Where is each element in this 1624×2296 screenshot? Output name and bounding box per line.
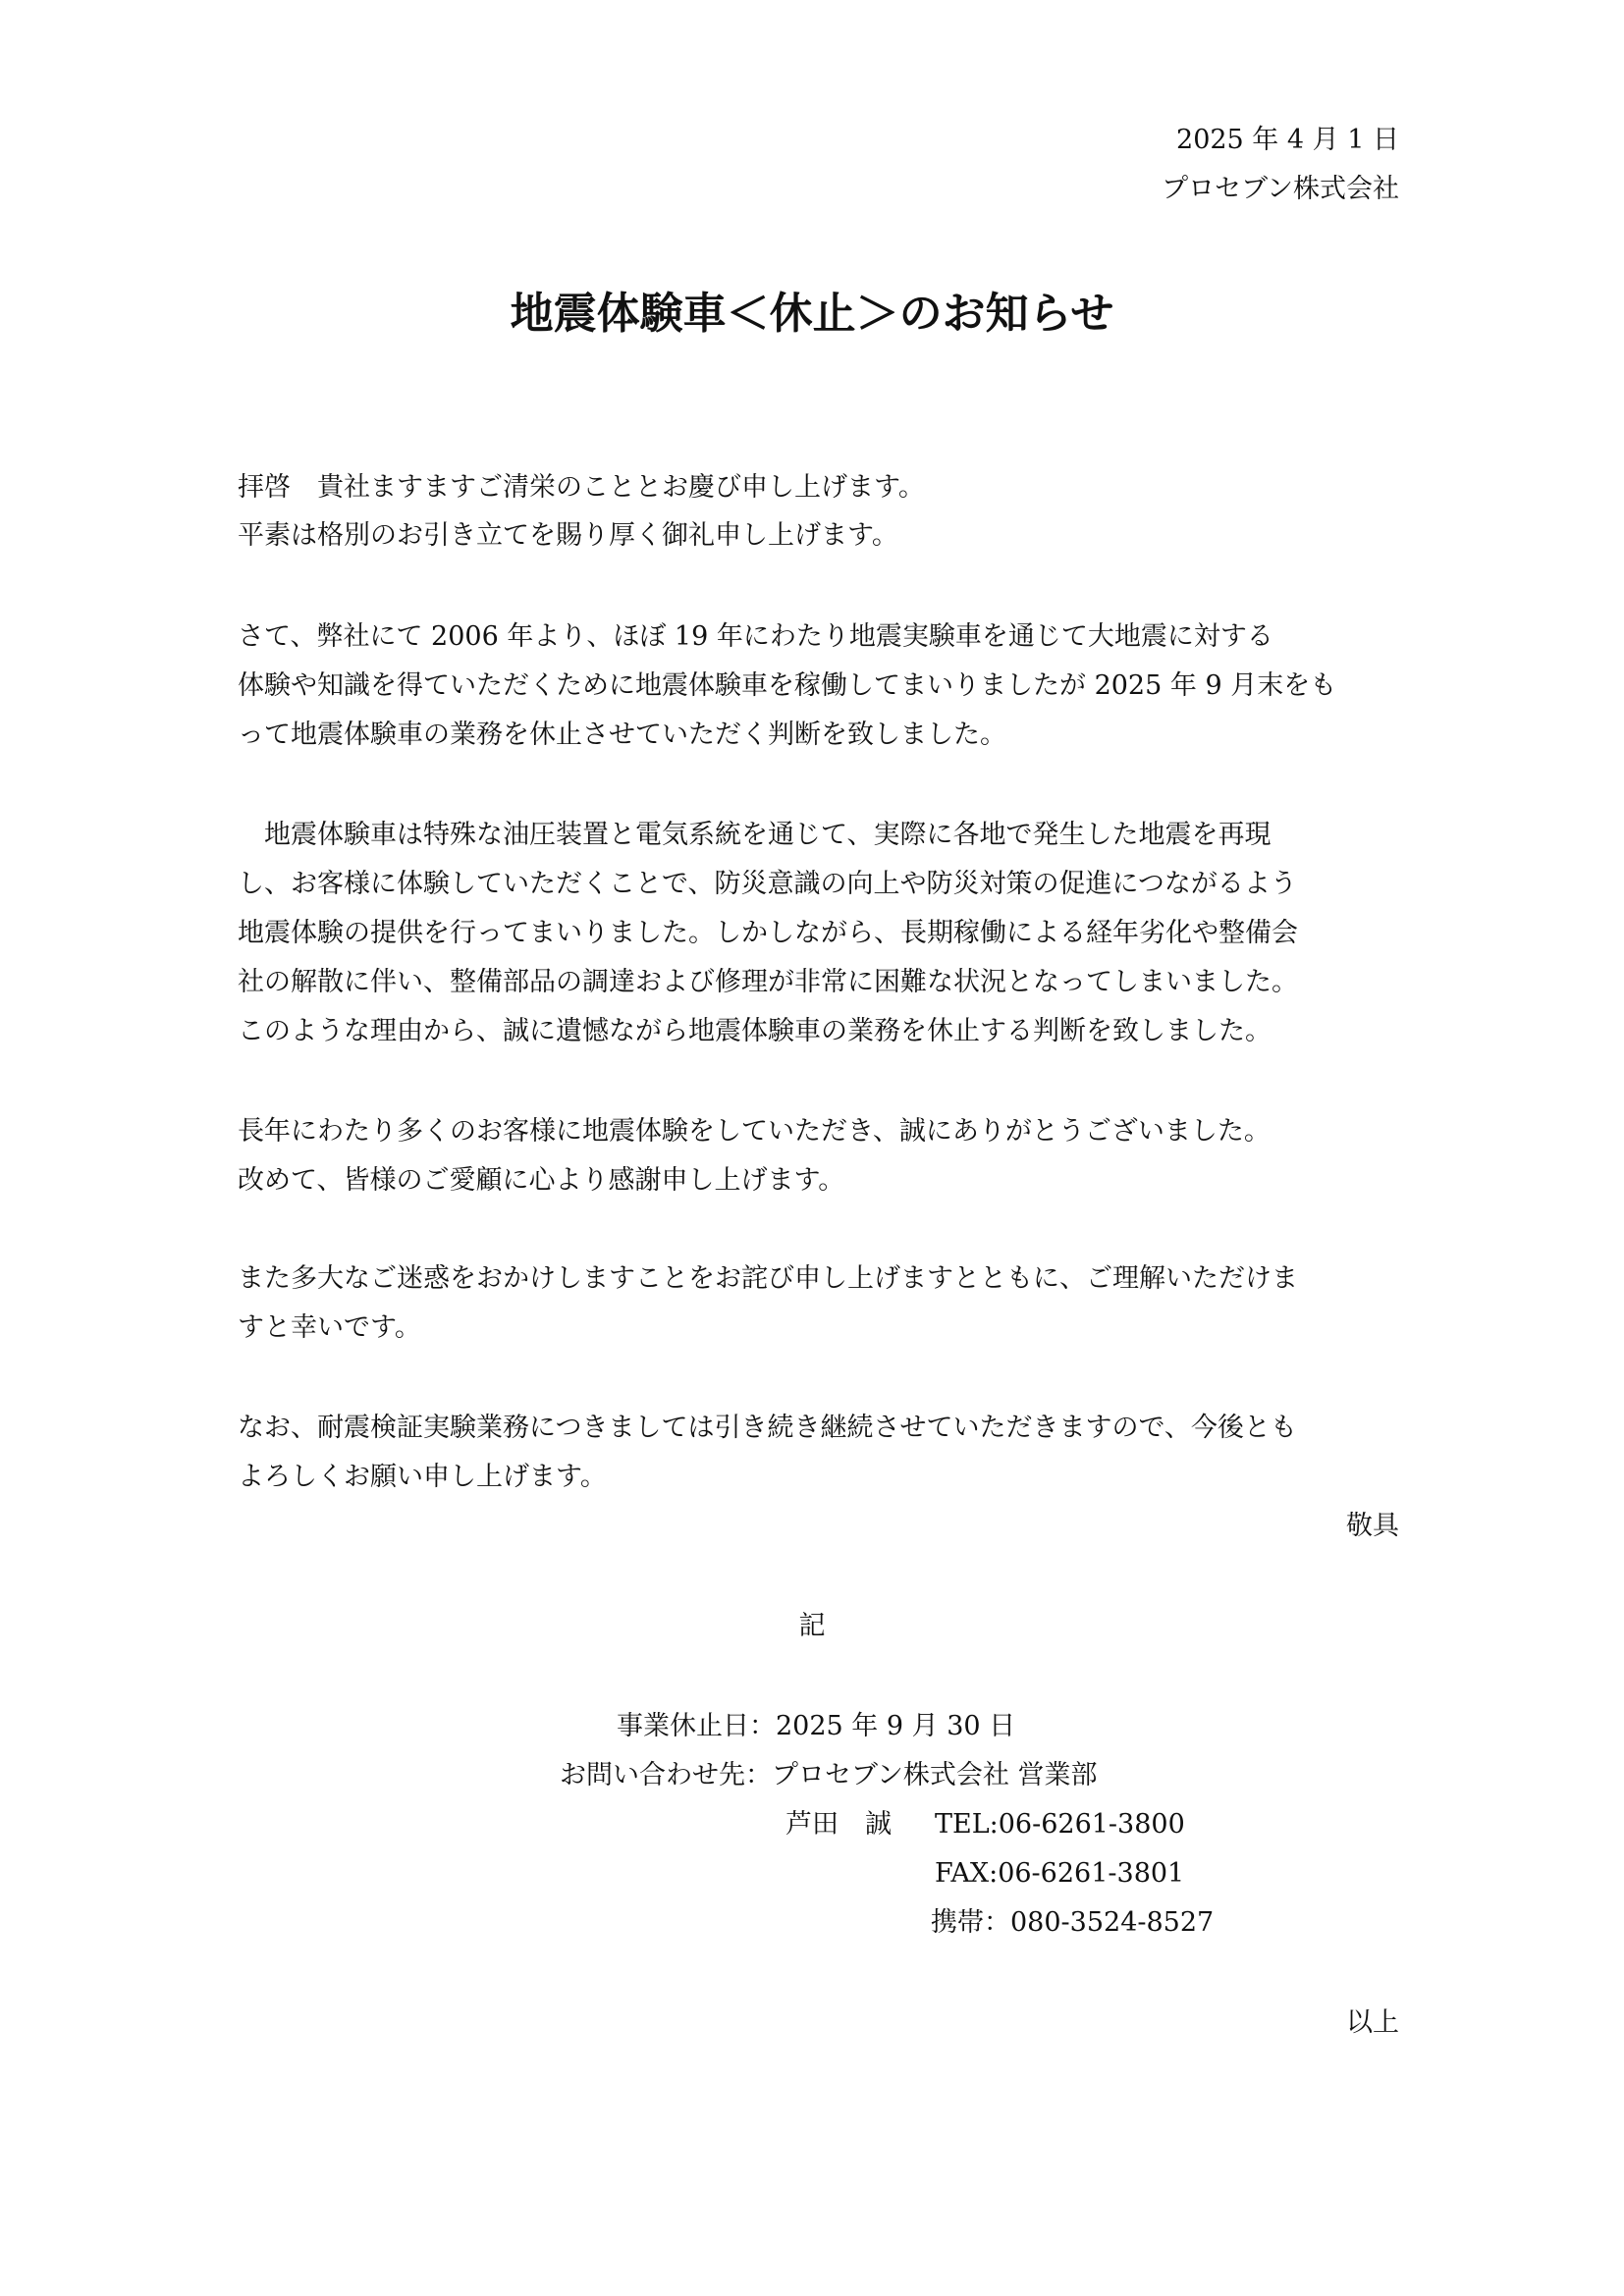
paragraph-3-line-1: 長年にわたり多くのお客様に地震体験をしていただき、誠にありがとうございました。 xyxy=(238,1116,1271,1147)
ki-heading: 記 xyxy=(798,1611,826,1641)
greeting-line-1: 拝啓 貴社ますますご清栄のこととお慶び申し上げます。 xyxy=(238,472,925,503)
contact-info: お問い合わせ先：プロセブン株式会社 営業部 xyxy=(560,1760,1098,1790)
letter-date: 2025 年 4 月 1 日 xyxy=(1176,125,1399,155)
paragraph-1-line-2: 体験や知識を得ていただくために地震体験車を稼働してまいりましたが 2025 年 9 月末をも xyxy=(238,670,1337,701)
contact-person: 芦田 誠 xyxy=(785,1809,892,1840)
paragraph-1-line-3: って地震体験車の業務を休止させていただく判断を致しました。 xyxy=(238,720,1006,750)
paragraph-5-line-2: よろしくお願い申し上げます。 xyxy=(238,1462,607,1492)
paragraph-4-line-1: また多大なご迷惑をおかけしますことをお詫び申し上げますとともに、ご理解いただけま xyxy=(238,1263,1298,1294)
paragraph-2-line-2: し、お客様に体験していただくことで、防災意識の向上や防災対策の促進につながるよう xyxy=(238,869,1297,899)
paragraph-5-line-1: なお、耐震検証実験業務につきましては引き続き継続させていただきますので、今後とも xyxy=(238,1413,1297,1443)
paragraph-2-line-3: 地震体験の提供を行ってまいりました。しかしながら、長期稼働による経年劣化や整備会 xyxy=(238,918,1298,948)
closing-keigu: 敬具 xyxy=(1346,1511,1399,1541)
closing-ijou: 以上 xyxy=(1346,2007,1399,2038)
paragraph-2-line-4: 社の解散に伴い、整備部品の調達および修理が非常に困難な状況となってしまいました。 xyxy=(238,967,1298,997)
suspension-date: 事業休止日：2025 年 9 月 30 日 xyxy=(617,1711,1016,1741)
paragraph-2-line-1: 地震体験車は特殊な油圧装置と電気系統を通じて、実際に各地で発生した地震を再現 xyxy=(238,820,1272,850)
contact-fax: FAX:06-6261-3801 xyxy=(935,1858,1185,1889)
greeting-line-2: 平素は格別のお引き立てを賜り厚く御礼申し上げます。 xyxy=(238,520,898,551)
paragraph-4-line-2: すと幸いです。 xyxy=(238,1312,421,1343)
paragraph-1-line-1: さて、弊社にて 2006 年より、ほぼ 19 年にわたり地震実験車を通じて大地震に対する xyxy=(238,621,1273,652)
paragraph-3-line-2: 改めて、皆様のご愛顧に心より感謝申し上げます。 xyxy=(238,1165,845,1196)
sender-company: プロセブン株式会社 xyxy=(1162,174,1399,204)
contact-mobile: 携帯：080-3524-8527 xyxy=(931,1907,1215,1938)
paragraph-2-line-5: このような理由から、誠に遺憾ながら地震体験車の業務を休止する判断を致しました。 xyxy=(238,1016,1272,1046)
contact-tel: TEL:06-6261-3800 xyxy=(935,1809,1185,1840)
page-title: 地震体験車＜休止＞のお知らせ xyxy=(510,289,1114,339)
